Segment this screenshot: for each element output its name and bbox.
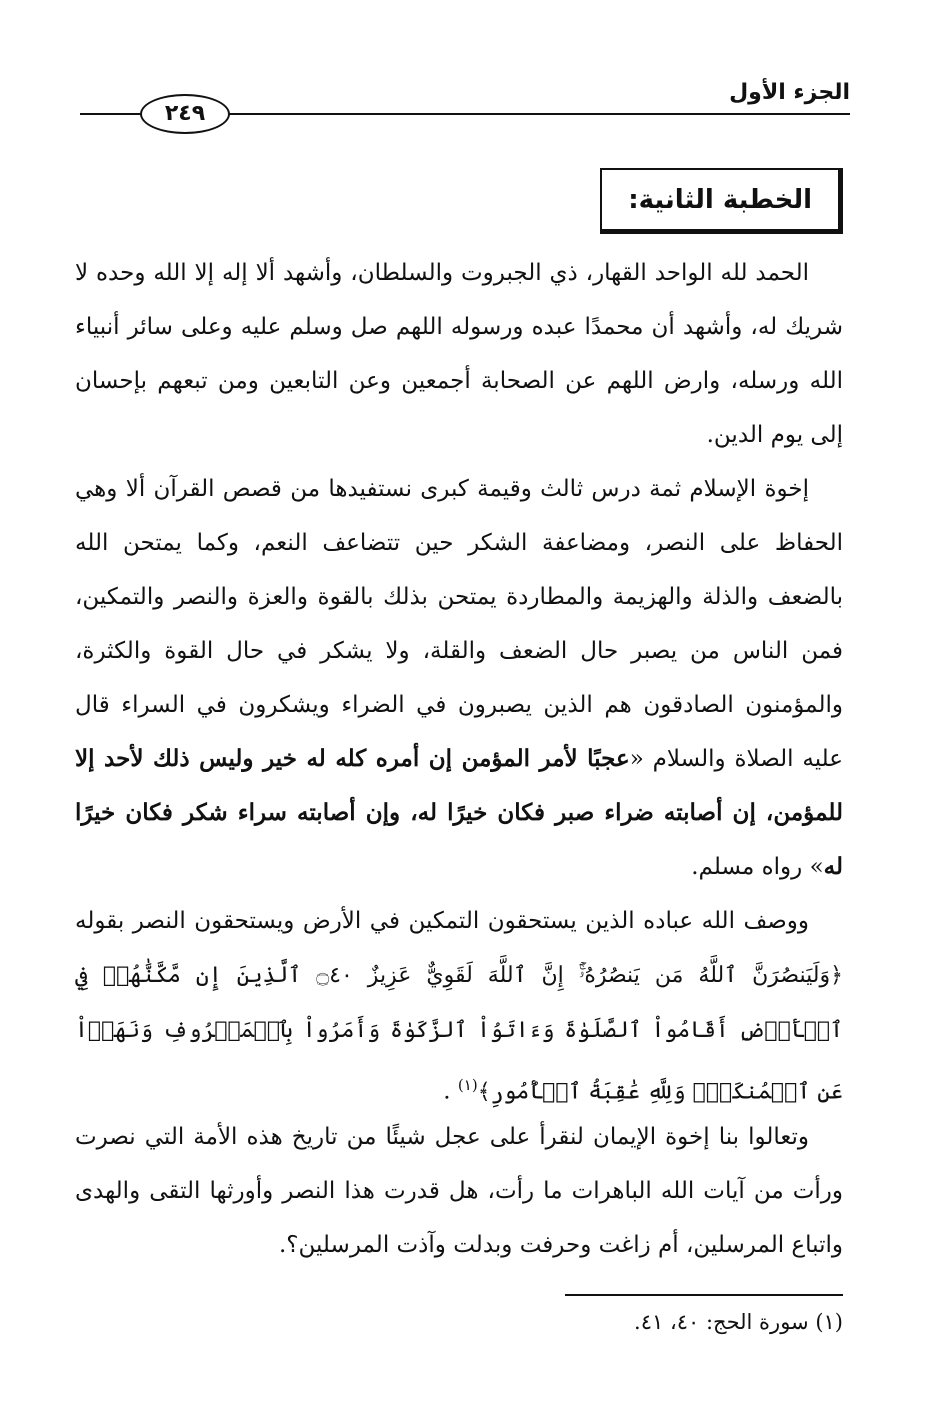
paragraph-end: . [443, 1078, 458, 1105]
hadith-source: » رواه مسلم. [691, 854, 824, 880]
footnote-reference: (١) [457, 1076, 478, 1094]
part-title: الجزء الأول [729, 80, 850, 105]
paragraph-text [75, 894, 843, 1120]
paragraph-text: وتعالوا بنا إخوة الإيمان لنقرأ على عجل شيئًا من تاريخ هذه الأمة التي نصرت ورأت من آيات الله الباهرات ما رأت، هل قدرت هذا النصر وأورثها التقى والهدى واتباع المرسلين، أم زاغت وحرفت وبدلت وآذت المرسلين؟. [75, 1124, 843, 1258]
paragraph-text: الحمد لله الواحد القهار، ذي الجبروت والسلطان، وأشهد ألا إله إلا الله وحده لا شريك له، وأشهد أن محمدًا عبده ورسوله اللهم صل وسلم عليه وعلى سائر أنبياء الله ورسله، وارض اللهم عن الصحابة أجمعين وعن التابعين ومن تبعهم بإحسان إلى يوم الدين. [75, 260, 843, 448]
paragraph-gratitude [75, 462, 843, 894]
section-title-text: الخطبة الثانية: [628, 184, 812, 215]
paragraph-intro: إخوة الإسلام ثمة درس ثالث وقيمة كبرى نستفيدها من قصص القرآن ألا وهي الحفاظ على النصر، ومضاعفة الشكر حين تتضاعف النعم، وكما يمتحن الله بالضعف والذلة والهزيمة والمطاردة يمتحن بذلك بالقوة والعزة والنصر والتمكين، فمن الناس من يصبر حال الضعف والقلة، ولا يشكر في حال القوة والكثرة، والمؤمنون الصادقون هم الذين يصبرون في الضراء ويشكرون في السراء قال عليه الصلاة والسلام « [75, 476, 844, 772]
paragraph-history [75, 1110, 843, 1272]
page-number: ٢٤٩ [140, 94, 230, 134]
paragraph-opening [75, 246, 843, 462]
hadith-quote: عجبًا لأمر المؤمن إن أمره كله له خير وليس ذلك لأحد إلا للمؤمن، إن أصابته ضراء صبر فكان خيرًا له، وإن أصابته سراء شكر فكان خيرًا له [75, 745, 843, 880]
paragraph-text [75, 462, 843, 894]
section-title [600, 168, 843, 234]
footnote-rule [565, 1294, 843, 1296]
paragraph-intro: ووصف الله عباده الذين يستحقون التمكين في الأرض ويستحقون النصر بقوله [75, 908, 809, 934]
footnote: (١) سورة الحج: ٤٠، ٤١. [634, 1310, 843, 1334]
paragraph-quran [75, 894, 843, 1120]
quran-verse: ﴿وَلَيَنصُرَنَّ ٱللَّهُ مَن يَنصُرُهُۥٓۚ إِنَّ ٱللَّهَ لَقَوِيٌّ عَزِيزٌ ۝٤٠ ٱلَّذِينَ إِن مَّكَّنَّٰهُمۡ فِي ٱلۡأَرۡضِ أَقَامُواْ ٱلصَّلَوٰةَ وَءَاتَوُاْ ٱلزَّكَوٰةَ وَأَمَرُواْ بِٱلۡمَعۡرُوفِ وَنَهَوۡاْ عَنِ ٱلۡمُنكَرِۗ وَلِلَّهِ عَٰقِبَةُ ٱلۡأُمُورِ﴾ [75, 963, 843, 1105]
page-header [80, 74, 850, 134]
